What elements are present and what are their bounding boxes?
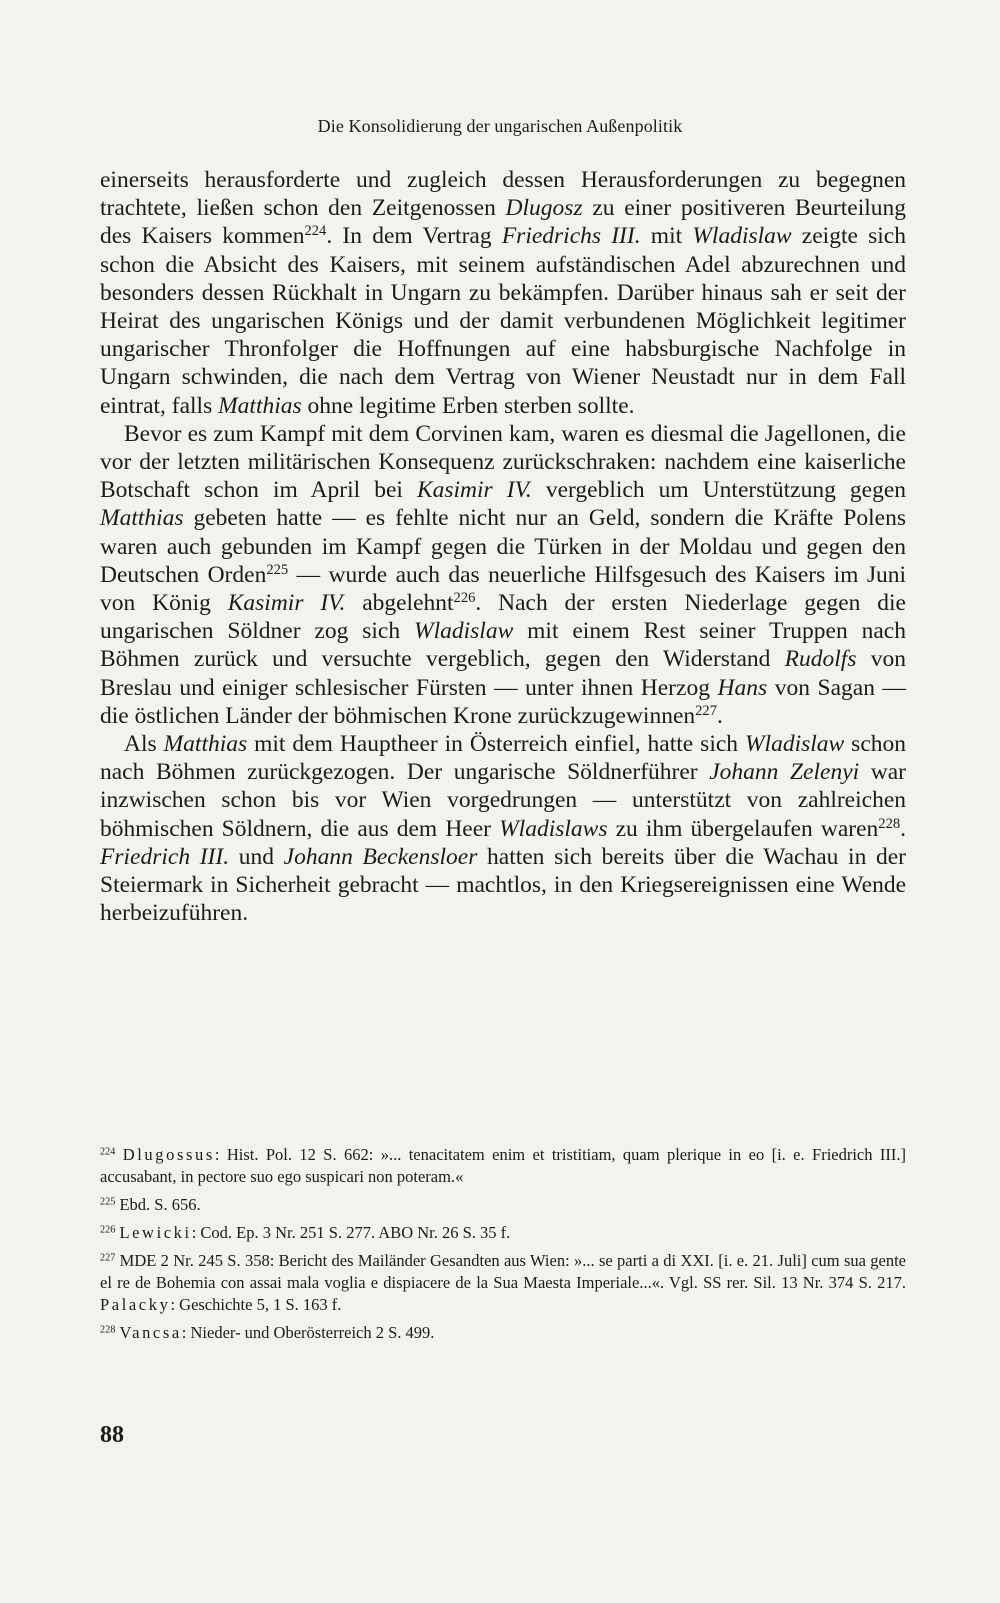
paragraph-3: Als Matthias mit dem Hauptheer in Österreich einfiel, hatte sich Wladislaw schon nach Böhmen zurückgezogen. Der ungarische Söldnerführer Johann Zelenyi war inzwischen schon bis vor Wien vorgedrungen — unterstützt von zahlreichen böhmischen Söldnern, die aus dem Heer Wladislaws zu ihm übergelaufen waren$^{228}$. Friedrich III. und Johann Beckensloer hatten sich bereits über die Wachau in der Steiermark in Sicherheit gebracht — machtlos, in den Kriegsereignissen eine Wende herbeizuführen.: [100, 731, 907, 927]
paragraph-1: einerseits herausforderte und zugleich dessen Herausforderungen zu begegnen trachtete, ließen schon den Zeitgenossen Dlugosz zu einer positiveren Beurteilung des Kaisers kommen$^{224}$. In dem Vertrag Friedrichs III. mit Wladislaw zeigte sich schon die Absicht des Kaisers, mit seinem aufständischen Adel abzurechnen und besonders dessen Rückhalt in Ungarn zu bekämpfen. Darüber hinaus sah er seit der Heirat des ungarischen Königs und der damit verbundenen Möglichkeit legitimer ungarischer Thronfolger die Hoffnungen auf eine habsburgische Nachfolge in Ungarn schwinden, die nach dem Vertrag von Wiener Neustadt nur in dem Fall eintrat, falls Matthias ohne legitime Erben sterben sollte.: [100, 167, 906, 419]
paragraph-2: Bevor es zum Kampf mit dem Corvinen kam, waren es diesmal die Jagellonen, die vor der letzten militärischen Konsequenz zurückschraken: nachdem eine kaiserliche Botschaft schon im April bei Kasimir IV. vergeblich um Unterstützung gegen Matthias gebeten hatte — es fehlte nicht nur an Geld, sondern die Kräfte Polens waren auch gebunden im Kampf gegen die Türken in der Moldau und gegen den Deutschen Orden$^{225}$ — wurde auch das neuerliche Hilfsgesuch des Kaisers im Juni von König Kasimir IV. abgelehnt$^{226}$. Nach der ersten Niederlage gegen die ungarischen Söldner zog sich Wladislaw mit einem Rest seiner Truppen nach Böhmen zurück und versuchte vergeblich, gegen den Widerstand Rudolfs von Breslau und einiger schlesischer Fürsten — unter ihnen Herzog Hans von Sagan — die östlichen Länder der böhmischen Krone zurückzugewinnen$^{227}$.: [100, 420, 907, 729]
footnote-ref-225[interactable]: 225: [266, 561, 289, 578]
footnote-225: $^{225}$ Ebd. S. 656.: [100, 1195, 201, 1214]
footnote-224: $^{224}$ Dlugossus: Hist. Pol. 12 S. 662: »... tenacitatem enim et tristitiam, quam plerique in eo [i. e. Friedrich III.] accusabant, in pectore suo ego suspicari non poteram.«: [100, 1145, 906, 1186]
main-text: [100, 166, 906, 927]
footnote-227: $^{227}$ MDE 2 Nr. 245 S. 358: Bericht des Mailänder Gesandten aus Wien: »... se parti a di XXI. [i. e. 21. Juli] cum sua gente el re de Bohemia con assai mala voglia e dispiacere de la Sua Maesta Imperiale...«. Vgl. SS rer. Sil. 13 Nr. 374 S. 217. Palacky: Geschichte 5, 1 S. 163 f.: [100, 1251, 907, 1314]
footnote-ref-227[interactable]: 227: [695, 702, 717, 719]
footnote-ref-228[interactable]: 228: [878, 815, 901, 832]
footnote-ref-224[interactable]: 224: [304, 223, 327, 240]
footnote-author: Dlugossus: [122, 1145, 215, 1164]
running-head: Die Konsolidierung der ungarischen Außenpolitik: [317, 116, 683, 136]
footnote-ref-226[interactable]: 226: [453, 590, 476, 607]
page-number: 88: [100, 1422, 124, 1448]
footnote-228: $^{228}$ Vancsa: Nieder- und Oberösterreich 2 S. 499.: [100, 1323, 435, 1342]
footnote-author: Palacky: [100, 1295, 171, 1314]
footnote-author: Vancsa: [119, 1323, 182, 1342]
footnote-226: $^{226}$ Lewicki: Cod. Ep. 3 Nr. 251 S. 277. ABO Nr. 26 S. 35 f.: [100, 1223, 511, 1242]
footnotes: [100, 1144, 906, 1350]
footnote-author: Lewicki: [119, 1223, 192, 1242]
